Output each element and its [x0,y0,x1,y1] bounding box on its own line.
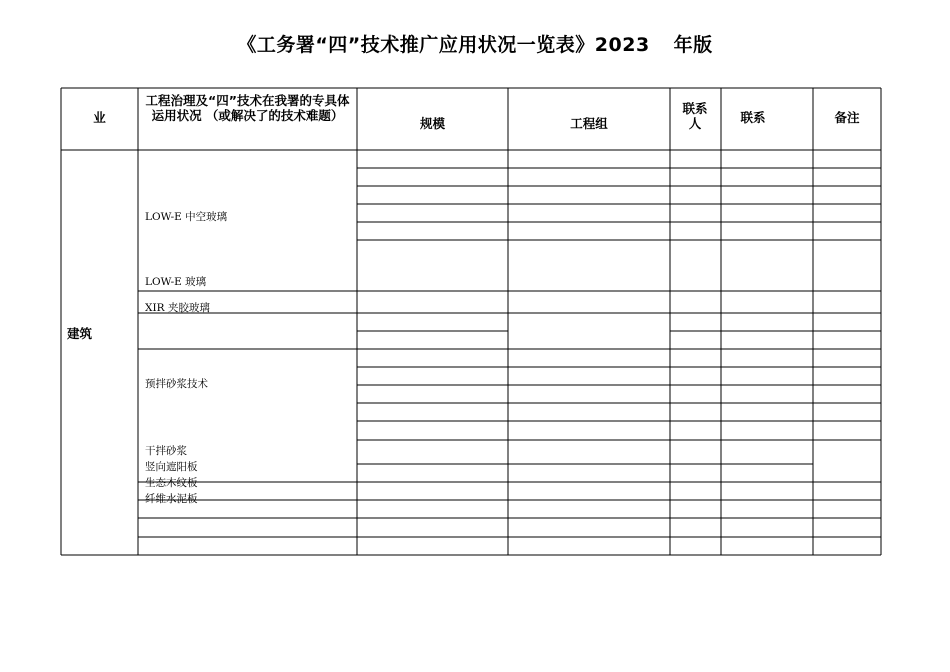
technology-item: 纤维水泥板 [145,493,198,505]
technology-item: XIR 夹胶玻璃 [145,302,210,314]
technology-item: 预拌砂浆技术 [145,378,208,390]
title-suffix: 年版 [673,34,713,56]
header-remarks: 备注 [834,110,860,125]
technology-item: LOW-E 玻璃 [145,276,207,288]
header-contact-person: 联系人 [682,101,708,131]
header-scale: 规模 [419,116,445,131]
technology-item: 竖向遮阳板 [145,461,198,473]
header-project-group: 工程组 [570,116,608,131]
technology-item: 干拌砂浆 [145,445,187,457]
title-main: 《工务署“四”技术推广应用状况一览表》2023 [237,34,650,56]
category-label: 建筑 [67,326,93,341]
technology-item: 生态木纹板 [145,477,198,489]
header-technology-application: 工程治理及“四”技术在我署的专具体运用状况 （或解决了的技术难题） [145,93,350,123]
header-contact: 联系 [740,110,766,125]
header-industry: 业 [93,110,106,125]
technology-item: LOW-E 中空玻璃 [145,211,228,223]
